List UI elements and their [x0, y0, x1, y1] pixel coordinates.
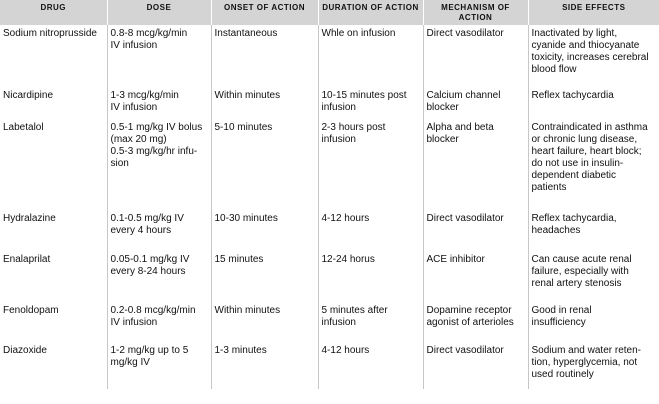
- table-row: [0, 25, 659, 87]
- drug-cell-line: Fenoldopam: [3, 305, 59, 316]
- dose-cell-line: mg/kg IV: [110, 357, 150, 368]
- side-effects-cell-line: Reflex tachycardia: [531, 90, 614, 101]
- dose-cell-line: 0.5-1 mg/kg IV bolus: [110, 122, 203, 133]
- mechanism-cell: [423, 302, 528, 342]
- dose-cell-line: 1-2 mg/kg up to 5: [110, 345, 189, 356]
- duration-cell-line: Whle on infusion: [321, 28, 396, 39]
- mechanism-cell-line: ACE inhibitor: [426, 254, 485, 265]
- mechanism-cell-line: blocker: [426, 102, 459, 113]
- mechanism-cell: [423, 119, 528, 210]
- mechanism-cell-line: Direct vasodilator: [426, 213, 504, 224]
- side-effects-cell-line: Reflex tachycardia,: [531, 213, 617, 224]
- header-row: [0, 0, 659, 25]
- dose-cell-line: 1-3 mcg/kg/min: [110, 90, 179, 101]
- onset-cell-line: 10-30 minutes: [214, 213, 278, 224]
- header-drug: DRUG: [0, 0, 107, 25]
- mechanism-cell-line: Alpha and beta: [426, 122, 494, 133]
- mechanism-cell-line: Calcium channel: [426, 90, 501, 101]
- mechanism-cell: [423, 87, 528, 119]
- duration-cell-line: 4-12 hours: [321, 213, 370, 224]
- onset-cell: [211, 251, 318, 302]
- table-row: [0, 87, 659, 119]
- side-effects-cell: [528, 119, 659, 210]
- duration-cell: [318, 342, 423, 389]
- dose-cell-line: (max 20 mg): [110, 134, 167, 145]
- dose-cell: [107, 119, 211, 210]
- side-effects-cell-line: Contraindicated in asthma: [531, 122, 648, 133]
- dose-cell: [107, 342, 211, 389]
- onset-cell: [211, 210, 318, 251]
- side-effects-cell: [528, 87, 659, 119]
- dose-cell-line: 0.1-0.5 mg/kg IV: [110, 213, 184, 224]
- onset-cell-line: 1-3 minutes: [214, 345, 267, 356]
- duration-cell-line: 2-3 hours post: [321, 122, 386, 133]
- onset-cell-line: 15 minutes: [214, 254, 264, 265]
- side-effects-cell-line: tion, hyperglycemia, not: [531, 357, 638, 368]
- dose-cell: [107, 25, 211, 87]
- drug-cell: [0, 87, 107, 119]
- duration-cell-line: 5 minutes after: [321, 305, 388, 316]
- side-effects-cell: [528, 210, 659, 251]
- drug-cell: [0, 210, 107, 251]
- dose-cell-line: 0.2-0.8 mcg/kg/min: [110, 305, 196, 316]
- mechanism-cell-line: Direct vasodilator: [426, 345, 504, 356]
- duration-cell: [318, 251, 423, 302]
- side-effects-cell-line: cyanide and thiocyanate: [531, 40, 640, 51]
- duration-cell-line: infusion: [321, 317, 356, 328]
- header-mechanism: MECHANISM OF ACTION: [423, 0, 528, 25]
- side-effects-cell: [528, 25, 659, 87]
- side-effects-cell-line: or chronic lung disease,: [531, 134, 638, 145]
- mechanism-cell: [423, 210, 528, 251]
- dose-cell-line: IV infusion: [110, 102, 158, 113]
- side-effects-cell-line: toxicity, increases cerebral: [531, 52, 649, 63]
- onset-cell-line: Within minutes: [214, 305, 281, 316]
- onset-cell: [211, 342, 318, 389]
- drug-cell-line: Sodium nitroprusside: [3, 28, 97, 39]
- table-row: [0, 302, 659, 342]
- onset-cell-line: Instantaneous: [214, 28, 278, 39]
- drug-cell-line: Enalaprilat: [3, 254, 51, 265]
- duration-cell-line: 12-24 horus: [321, 254, 375, 265]
- side-effects-cell-line: Good in renal: [531, 305, 592, 316]
- header-dose: DOSE: [107, 0, 211, 25]
- side-effects-cell-line: headaches: [531, 225, 581, 236]
- side-effects-cell-line: Sodium and water reten-: [531, 345, 642, 356]
- dose-cell-line: sion: [110, 158, 129, 169]
- dose-cell-line: 0.05-0.1 mg/kg IV: [110, 254, 190, 265]
- dose-cell-line: 0.8-8 mcg/kg/min: [110, 28, 188, 39]
- mechanism-cell: [423, 251, 528, 302]
- side-effects-cell-line: renal artery stenosis: [531, 278, 622, 289]
- drug-cell-line: Nicardipine: [3, 90, 54, 101]
- mechanism-cell-line: Dopamine receptor: [426, 305, 512, 316]
- table-row: [0, 342, 659, 389]
- drug-cell: [0, 302, 107, 342]
- header-onset: ONSET OF ACTION: [211, 0, 318, 25]
- dose-cell-line: IV infusion: [110, 317, 158, 328]
- dose-cell: [107, 251, 211, 302]
- dose-cell: [107, 210, 211, 251]
- onset-cell-line: Within minutes: [214, 90, 281, 101]
- duration-cell-line: infusion: [321, 134, 356, 145]
- drug-cell: [0, 342, 107, 389]
- side-effects-cell: [528, 342, 659, 389]
- duration-cell: [318, 119, 423, 210]
- drug-cell: [0, 25, 107, 87]
- mechanism-cell-line: Direct vasodilator: [426, 28, 504, 39]
- dose-cell: [107, 302, 211, 342]
- duration-cell: [318, 210, 423, 251]
- duration-cell: [318, 25, 423, 87]
- side-effects-cell-line: do not use in insulin-: [531, 158, 624, 169]
- onset-cell-line: 5-10 minutes: [214, 122, 273, 133]
- side-effects-cell-line: Can cause acute renal: [531, 254, 632, 265]
- side-effects-cell: [528, 302, 659, 342]
- drug-cell-line: Labetalol: [3, 122, 44, 133]
- dose-cell-line: every 4 hours: [110, 225, 172, 236]
- duration-cell: [318, 302, 423, 342]
- onset-cell: [211, 302, 318, 342]
- onset-cell: [211, 119, 318, 210]
- drug-cell-line: Diazoxide: [3, 345, 47, 356]
- side-effects-cell-line: dependent diabetic: [531, 170, 617, 181]
- side-effects-cell-line: patients: [531, 182, 567, 193]
- mechanism-cell-line: agonist of arterioles: [426, 317, 514, 328]
- onset-cell: [211, 87, 318, 119]
- duration-cell-line: infusion: [321, 102, 356, 113]
- side-effects-cell-line: used routinely: [531, 369, 594, 380]
- header-duration: DURATION OF ACTION: [318, 0, 423, 25]
- mechanism-cell: [423, 342, 528, 389]
- side-effects-cell-line: insufficiency: [531, 317, 586, 328]
- side-effects-cell-line: blood flow: [531, 64, 577, 75]
- drug-cell: [0, 119, 107, 210]
- duration-cell-line: 10-15 minutes post: [321, 90, 407, 101]
- onset-cell: [211, 25, 318, 87]
- dose-cell: [107, 87, 211, 119]
- header-side-effects: SIDE EFFECTS: [528, 0, 659, 25]
- duration-cell-line: 4-12 hours: [321, 345, 370, 356]
- drug-cell-line: Hydralazine: [3, 213, 56, 224]
- mechanism-cell: [423, 25, 528, 87]
- drug-cell: [0, 251, 107, 302]
- table-row: [0, 119, 659, 210]
- mechanism-cell-line: blocker: [426, 134, 459, 145]
- dose-cell-line: 0.5-3 mg/kg/hr infu-: [110, 146, 198, 157]
- table-row: [0, 210, 659, 251]
- dose-cell-line: every 8-24 hours: [110, 266, 186, 277]
- side-effects-cell-line: Inactivated by light,: [531, 28, 618, 39]
- side-effects-cell-line: heart failure, heart block;: [531, 146, 642, 157]
- side-effects-cell-line: failure, especially with: [531, 266, 629, 277]
- dose-cell-line: IV infusion: [110, 40, 158, 51]
- table-row: [0, 251, 659, 302]
- duration-cell: [318, 87, 423, 119]
- side-effects-cell: [528, 251, 659, 302]
